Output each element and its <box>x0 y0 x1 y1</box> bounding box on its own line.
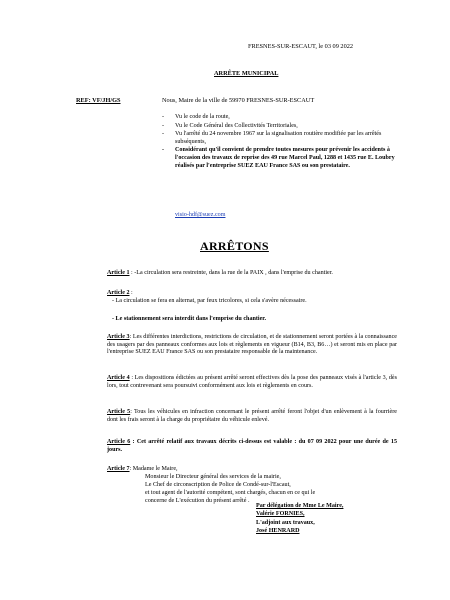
document-title: ARRÊTE MUNICIPAL <box>214 70 279 77</box>
article-label: Article 7 <box>107 466 130 472</box>
arretons-heading: ARRÊTONS <box>200 239 269 253</box>
article-label: Article 4 <box>107 375 130 381</box>
article-label: Article 5 <box>107 409 131 415</box>
signature-role: L'adjoint aux travaux, <box>256 519 315 526</box>
article-7-line: Le Chef de circonscription de Police de Condé-sur-l'Escaut, <box>145 482 291 488</box>
article-2-line-2: - Le stationnement sera interdit dans l'emprise du chantier. <box>112 316 266 322</box>
article-label: Article 1 <box>107 270 130 276</box>
consideration-item: - Vu l'arrêté du 24 novembre 1967 sur la signalisation routière modifiée par les arrêtés subséquents, <box>162 131 402 146</box>
consideration-item: - Vu le code de la route, <box>162 114 402 122</box>
article-4 <box>107 375 397 390</box>
article-label: Article 3 <box>107 334 130 340</box>
article-text: : <box>129 290 133 296</box>
article-text: : Madame le Maire, <box>129 466 178 472</box>
article-3 <box>107 334 397 357</box>
consideration-item: - Vu le Code Général des Collectivités Territoriales, <box>162 123 402 131</box>
article-2-line-1: - La circulation se fera en alternat, par feux tricolores, si cela s'avère nécessaire. <box>112 298 307 304</box>
article-text: : Les dispositions édictées au présent arrêté seront effectives dès la pose des panneaux visés à l'article 3, dès lors, tout contrevenant sera poursuivi conformément aux lois et règlements en cours. <box>107 375 397 389</box>
intro-line: Nous, Maire de la ville de 59970 FRESNES-SUR-ESCAUT <box>162 97 315 104</box>
article-5 <box>107 409 397 424</box>
article-text: : -La circulation sera restreinte, dans la rue de la PAIX , dans l'emprise du chantier. <box>129 270 333 276</box>
signature-adjoint-name: José HENRARD <box>256 527 300 534</box>
article-text: : Les différentes interdictions, restrictions de circulation, et de stationnement seront portées à la connaissance des usagers par des panneaux conformes aux lois et règlements en vigueur (B14, B3, B6…) et seront mis en place par l'entreprise SUEZ EAU France SAS ou son prestataire responsable de la maintenance. <box>107 334 397 356</box>
article-7 <box>107 466 397 474</box>
article-1 <box>107 270 397 278</box>
article-label: Article 6 <box>107 439 131 445</box>
signature-delegation: Par délégation de Mme Le Maire, <box>256 503 344 509</box>
contact-email-link[interactable]: visio-hdf@suez.com <box>175 212 226 218</box>
article-7-line: concerne de L'exécution du présent arrêté . <box>145 498 250 504</box>
signature-name: Valérie FORNIES, <box>256 511 305 518</box>
article-text: : Cet arrêté relatif aux travaux décrits ci-dessus est valable : du 07 09 2022 pour une durée de 15 jours. <box>107 439 397 453</box>
signature-block <box>256 502 343 535</box>
article-label: Article 2 <box>107 290 130 296</box>
article-text: : Tous les véhicules en infraction concernant le présent arrêté feront l'objet d'un enlèvement à la fourrière dont les frais seront à la charge du propriétaire du véhicule enlevé. <box>107 409 397 423</box>
article-6 <box>107 439 397 454</box>
article-7-line: Monsieur le Directeur général des services de la mairie, <box>145 474 281 480</box>
article-2 <box>107 290 397 298</box>
place-date: FRESNES-SUR-ESCAUT, le 03 09 2022 <box>248 43 354 50</box>
considerations-list <box>162 114 402 171</box>
reference: REF: VF/JH/GS <box>76 97 121 104</box>
article-7-line: et tout agent de l'autorité compétent, sont chargés, chacun en ce qui le <box>145 490 316 496</box>
consideration-item: - Considérant qu'il convient de prendre toutes mesures pour prévenir les accidents à l'occasion des travaux de reprise des 49 rue Marcel Paul, 1288 et 1435 rue E. Loubry réalisés par l'entreprise SUEZ EAU France SAS ou son prestataire. <box>162 147 402 170</box>
